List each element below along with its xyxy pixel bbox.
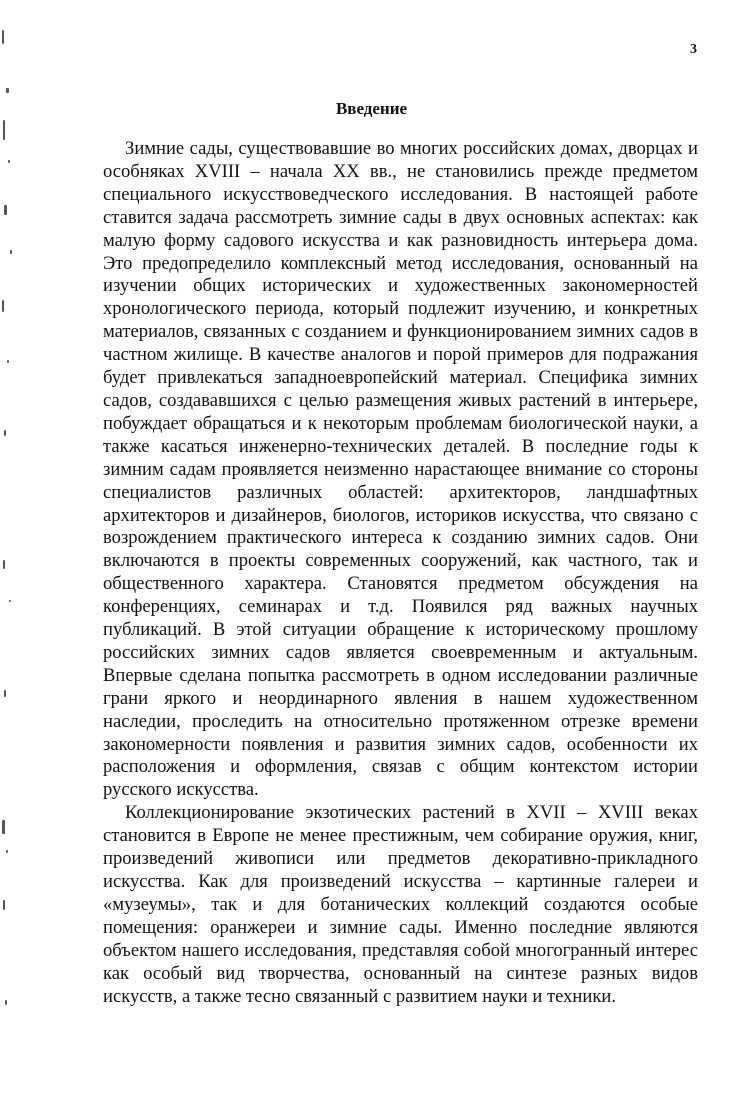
paragraph-1: Зимние сады, существовавшие во многих российских домах, дворцах и особняках XVIII – начала XX вв., не становились прежде предметом специального искусствоведческого исследования. В настоящей работе ставится задача рассмотреть зимние сады в двух основных аспектах: как малую форму садового искусства и как разновидность интерьера дома. Это предопределило комплексный метод исследования, основанный на изучении общих исторических и художественных закономерностей хронологического периода, который подлежит изучению, и конкретных материалов, связанных с созданием и функционированием зимних садов в частном жилище. В качестве аналогов и порой примеров для подражания будет привлекаться западноевропейский материал. Специфика зимних садов, создававшихся с целью размещения живых растений в интерьере, побуждает обращаться и к некоторым проблемам биологической науки, а также касаться инженерно-технических деталей. В последние годы к зимним садам проявляется неизменно нарастающее внимание со стороны специалистов различных областей: архитекторов, ландшафтных архитекторов и дизайнеров, биологов, историков искусства, что связано с возрождением практического интереса к созданию зимних садов. Они включаются в проекты современных сооружений, как частного, так и общественного характера. Становятся предметом обсуждения на конференциях, семинарах и т.д. Появился ряд важных научных публикаций. В этой ситуации обращение к историческому прошлому российских зимних садов является своевременным и актуальным. Впервые сделана попытка рассмотреть в одном исследовании различные грани яркого и неординарного явления в нашем художественном наследии, проследить на относительно протяженном отрезке времени закономерности появления и развития зимних садов, особенности их расположения и оформления, связав с общим контекстом истории русского искусства.	[103, 138, 698, 801]
page-number: 3	[690, 42, 697, 57]
paragraph-2: Коллекционирование экзотических растений в XVII – XVIII веках становится в Европе не менее престижным, чем собирание оружия, книг, произведений живописи или предметов декоративно-прикладного искусства. Как для произведений искусства – картинные галереи и «музеумы», так и для ботанических коллекций создаются особые помещения: оранжереи и зимние сады. Именно последние являются объектом нашего исследования, представляя собой многогранный интерес как особый вид творчества, основанный на синтезе разных видов искусств, а также тесно связанный с развитием науки и техники.	[103, 802, 698, 1007]
scan-margin-artifacts	[0, 0, 22, 1100]
page-title: Введение	[335, 99, 408, 118]
body-text	[103, 138, 698, 1008]
